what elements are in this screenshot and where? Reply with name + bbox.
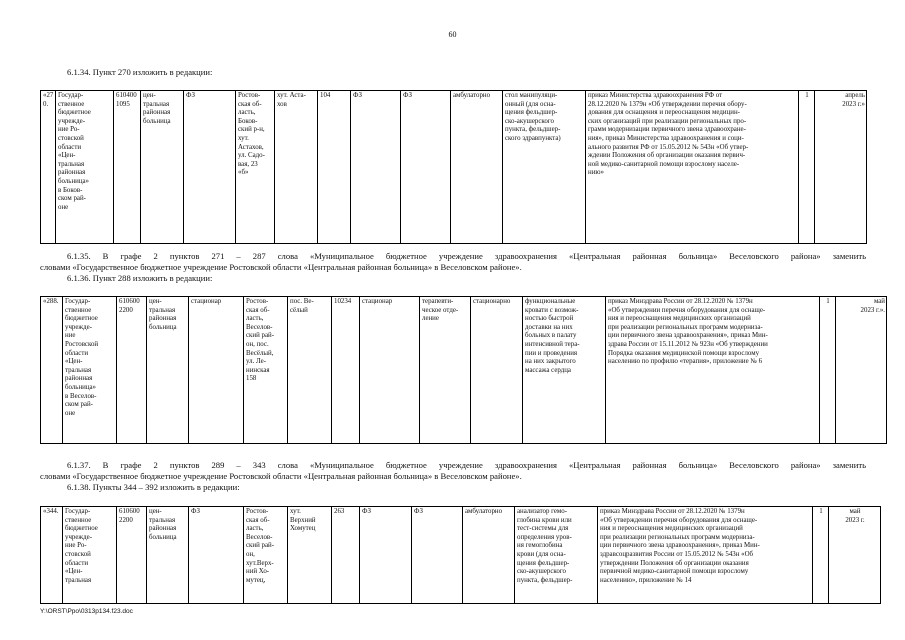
paragraph-6-1-35-line-1: 6.1.35. В графе 2 пунктов 271 – 287 слова «Муниципальное бюджетное учреждение здравоохранения «Центральная районная больница» Веселовского района» заменить xyxy=(67,251,866,261)
cell-unit-type: цен- тральная районная больница xyxy=(147,297,189,444)
table-item-288 xyxy=(40,296,887,444)
cell-department: ФЗ xyxy=(401,91,451,244)
cell-institution: Государ- ственное бюджетное учрежде- ние Ро- стовской области «Цен- тральная xyxy=(63,507,117,604)
cell-subunit: ФЗ xyxy=(360,507,412,604)
cell-department: ФЗ xyxy=(412,507,463,604)
cell-quantity: 1 xyxy=(813,507,829,604)
cell-quantity: 1 xyxy=(799,91,815,244)
cell-institution: Государ- ственное бюджетное учрежде- ние Ростовской области «Цен- тральная районная больница» в Веселов- ском рай- оне xyxy=(63,297,117,444)
document-path-footer: Y:\ORST\Ppo\0313p134.f23.doc xyxy=(40,608,133,615)
cell-department: терапевти- ческое отде- ление xyxy=(420,297,471,444)
cell-unit: ФЗ xyxy=(189,507,244,604)
cell-settlement: пос. Ве- сёлый xyxy=(288,297,332,444)
cell-unit: ФЗ xyxy=(184,91,236,244)
section-heading-6-1-34: 6.1.34. Пункт 270 изложить в редакции: xyxy=(67,67,213,77)
table-item-270 xyxy=(40,90,867,244)
cell-number: «344. xyxy=(41,507,63,604)
cell-unit: стационар xyxy=(189,297,244,444)
cell-address: Ростов- ская об- ласть, Боков- ский р-н, хут. Астахов, ул. Садо- вая, 23 «б» xyxy=(236,91,275,244)
cell-equipment: анализатор гемо- глобина крови или тест-системы для определения уров- ня гемоглобина крови (для осна- щения фельдшер- ско-акушерского пункта, фельдшер- xyxy=(515,507,598,604)
cell-equipment: стол манипуляци- онный (для осна- щения фельдшер- ско-акушерского пункта, фельдшер- ского здравпункта) xyxy=(503,91,586,244)
page-number: 60 xyxy=(448,30,457,39)
cell-population: 263 xyxy=(332,507,360,604)
cell-code: 610400 1095 xyxy=(114,91,141,244)
table-row xyxy=(41,91,867,244)
cell-deadline: май 2023 г. xyxy=(829,507,881,604)
table-item-344 xyxy=(40,506,881,604)
cell-care-form: амбулаторно xyxy=(451,91,503,244)
cell-population: 10234 xyxy=(332,297,360,444)
cell-quantity: 1 xyxy=(820,297,836,444)
cell-subunit: ФЗ xyxy=(351,91,401,244)
cell-number: «288. xyxy=(41,297,63,444)
section-heading-6-1-36: 6.1.36. Пункт 288 изложить в редакции: xyxy=(67,273,213,283)
cell-number: «270. xyxy=(41,91,56,244)
paragraph-6-1-37-line-2: словами «Государственное бюджетное учреждение Ростовской области «Центральная районная больница» в Веселовском районе». xyxy=(40,471,522,481)
cell-settlement: хут. Верхний Хомутец xyxy=(288,507,332,604)
cell-regulation: приказ Министерства здравоохранения РФ от 28.12.2020 № 1379н «Об утверждении перечня обору- дования для оснащения и переоснащения медицин- ских организаций при реализации региональных про- грамм модернизации первичного звена здравоохране- ния», приказ Министерства здравоохранения и соци- ального развития РФ от 15.05.2012 № 543н «Об утвер- ждении Положения об организации оказания первич- ной медико-санитарной помощи взрослому населе- нию» xyxy=(586,91,799,244)
table-row xyxy=(41,507,881,604)
cell-population: 104 xyxy=(318,91,351,244)
cell-settlement: хут. Аста- хов xyxy=(275,91,318,244)
paragraph-6-1-35-line-2: словами «Государственное бюджетное учреждение Ростовской области «Центральная районная больница» в Веселовском районе». xyxy=(40,262,522,272)
cell-unit-type: цен- тральная районная больница xyxy=(141,91,184,244)
cell-unit-type: цен- тральная районная больница xyxy=(147,507,189,604)
cell-subunit: стационар xyxy=(360,297,420,444)
section-heading-6-1-38: 6.1.38. Пункты 344 – 392 изложить в редакции: xyxy=(67,482,240,492)
cell-care-form: стационарно xyxy=(471,297,523,444)
cell-address: Ростов- ская об- ласть, Веселов- ский рай- он, хут.Верх- ний Хо- мутец, xyxy=(244,507,288,604)
paragraph-6-1-37-line-1: 6.1.37. В графе 2 пунктов 289 – 343 слова «Муниципальное бюджетное учреждение здравоохранения «Центральная районная больница» Веселовского района» заменить xyxy=(67,460,866,470)
cell-code: 610600 2200 xyxy=(117,297,147,444)
cell-care-form: амбулаторно xyxy=(463,507,515,604)
cell-regulation: приказ Минздрава России от 28.12.2020 № 1379н «Об утверждении перечня оборудования для оснаще- ния и переоснащения медицинских организаций при реализации региональных программ модерниза- ции первичного звена здравоохранения», приказ Мин- здрава России от 15.11.2012 № 923н «Об утверждении Порядка оказания медицинской помощи взрослому населению по профилю «терапия», приложение № 6 xyxy=(606,297,820,444)
cell-deadline: май 2023 г.». xyxy=(836,297,887,444)
cell-address: Ростов- ская об- ласть, Веселов- ский рай- он, пос. Весёлый, ул. Ле- нинская 158 xyxy=(244,297,288,444)
cell-deadline: апрель 2023 г.» xyxy=(815,91,867,244)
cell-regulation: приказ Минздрава России от 28.12.2020 № 1379н «Об утверждении перечня оборудования для оснаще- ния и переоснащения медицинских организаций при реализации региональных программ модерниза- ции первичного звена здравоохранения», приказ Мин- здравсоцразвития России от 15.05.2012 № 543н «Об утверждении Положения об организации оказания первичной медико-санитарной помощи взрослому населению», приложение № 14 xyxy=(598,507,813,604)
cell-institution: Государ- ственное бюджетное учрежде- ние Ро- стовской области «Цен- тральная районная больница» в Боков- ском рай- оне xyxy=(56,91,114,244)
table-row xyxy=(41,297,887,444)
cell-equipment: функциональные кровати с возмож- ностью быстрой доставки на них больных в палату интенсивной тера- пии и проведения на них закрытого массажа сердца xyxy=(523,297,606,444)
cell-code: 610600 2200 xyxy=(117,507,147,604)
